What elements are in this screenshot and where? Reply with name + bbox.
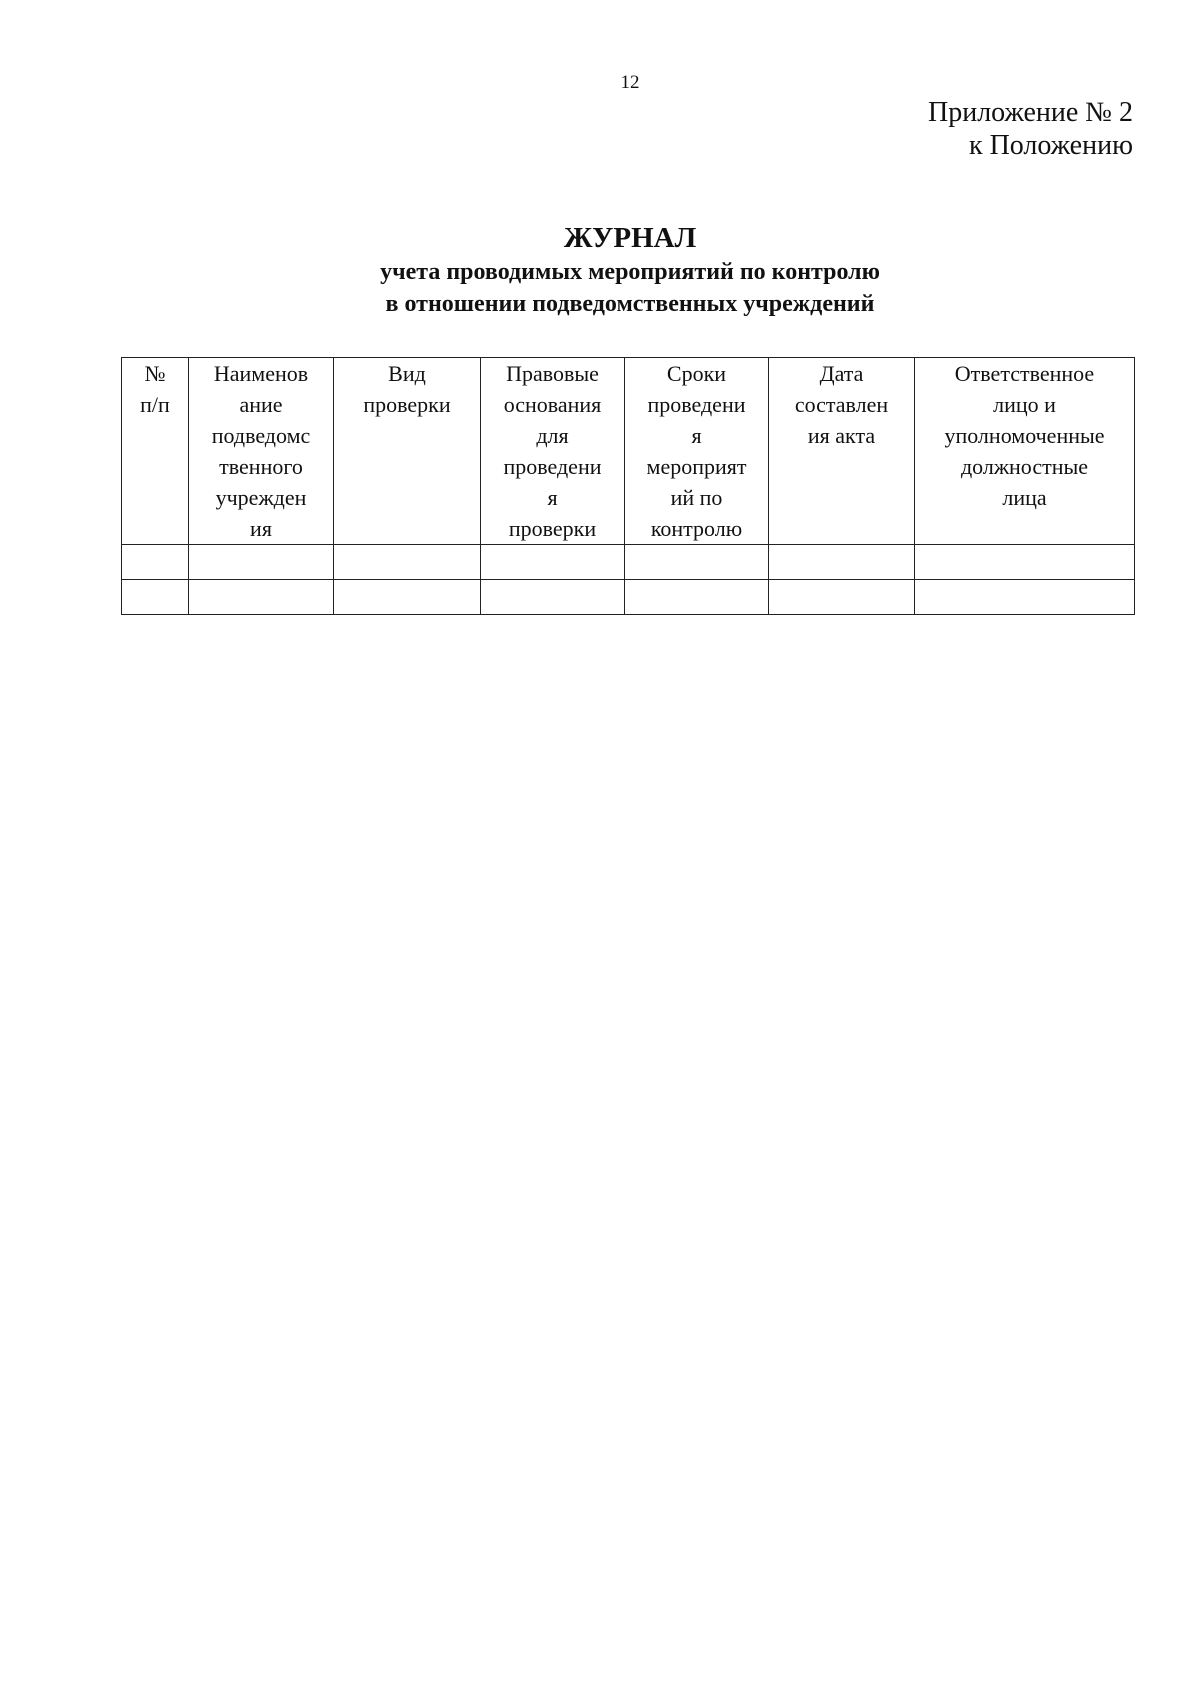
table-cell [334, 545, 481, 580]
header-number: № п/п [122, 358, 189, 545]
table-cell [189, 545, 334, 580]
table-cell [625, 545, 769, 580]
appendix-line-2: к Положению [968, 130, 1133, 161]
table-cell [189, 580, 334, 615]
table-row [122, 580, 1135, 615]
table-header-row [122, 358, 1135, 545]
journal-table [121, 357, 1135, 615]
header-act-date: Дата составлен ия акта [769, 358, 915, 545]
title-main: ЖУРНАЛ [563, 222, 697, 254]
appendix-reference [928, 96, 1133, 162]
table-cell [769, 545, 915, 580]
table-cell [334, 580, 481, 615]
table-cell [481, 580, 625, 615]
appendix-line-1: Приложение № 2 [928, 97, 1133, 128]
document-title [0, 220, 1200, 320]
title-line-2: в отношении подведомственных учреждений [385, 291, 875, 317]
header-terms: Сроки проведени я мероприят ий по контролю [625, 358, 769, 545]
header-institution-name: Наименов ание подведомс твенного учрежден ия [189, 358, 334, 545]
page-number: 12 [620, 72, 640, 93]
header-legal-grounds: Правовые основания для проведени я проверки [481, 358, 625, 545]
table-cell [915, 545, 1135, 580]
header-inspection-type: Вид проверки [334, 358, 481, 545]
table-cell [122, 580, 189, 615]
table-cell [769, 580, 915, 615]
table-cell [625, 580, 769, 615]
table-cell [915, 580, 1135, 615]
table-cell [122, 545, 189, 580]
table-row [122, 545, 1135, 580]
header-responsible-persons: Ответственное лицо и уполномоченные должностные лица [915, 358, 1135, 545]
table-cell [481, 545, 625, 580]
title-line-1: учета проводимых мероприятий по контролю [380, 259, 880, 285]
